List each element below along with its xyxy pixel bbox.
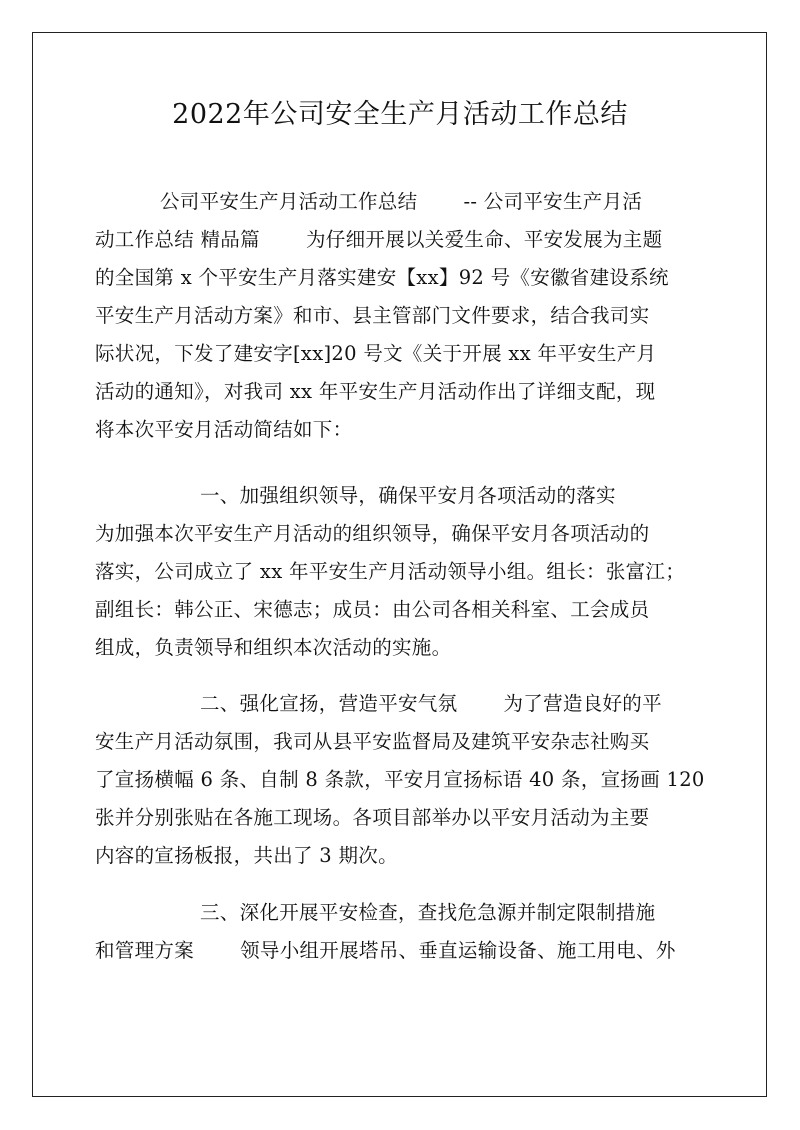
document-title: 2022年公司安全生产月活动工作总结 bbox=[172, 99, 628, 130]
body-line-3: 的全国第 x 个平安生产月落实建安【xx】92 号《安徽省建设系统 bbox=[95, 266, 669, 289]
section-heading-1: 一、加强组织领导，确保平安月各项活动的落实 bbox=[200, 484, 616, 507]
body-line-10: 副组长：韩公正、宋德志；成员：由公司各相关科室、工会成员 bbox=[95, 598, 650, 621]
body-line-14: 张并分别张贴在各施工现场。各项目部举办以平安月活动为主要 bbox=[95, 806, 650, 829]
section-heading-2: 二、强化宣扬，营造平安气氛 为了营造良好的平 bbox=[200, 692, 662, 715]
section-heading-3: 三、深化开展平安检查，查找危急源并制定限制措施 bbox=[200, 901, 656, 924]
body-line-12: 安生产月活动氛围，我司从县平安监督局及建筑平安杂志社购买 bbox=[95, 730, 650, 753]
body-line-15: 内容的宣扬板报，共出了 3 期次。 bbox=[95, 844, 398, 867]
body-line-8: 为加强本次平安生产月活动的组织领导，确保平安月各项活动的 bbox=[95, 522, 650, 545]
body-line-4: 平安生产月活动方案》和市、县主管部门文件要求，结合我司实 bbox=[95, 304, 650, 327]
body-line-5: 际状况，下发了建安字[xx]20 号文《关于开展 xx 年平安生产月 bbox=[95, 342, 657, 365]
body-line-6: 活动的通知》，对我司 xx 年平安生产月活动作出了详细支配，现 bbox=[95, 380, 656, 403]
body-line-2: 动工作总结 精品篇 为仔细开展以关爱生命、平安发展为主题 bbox=[95, 228, 663, 251]
body-line-11: 组成，负责领导和组织本次活动的实施。 bbox=[95, 636, 452, 659]
body-line-9: 落实，公司成立了 xx 年平安生产月活动领导小组。组长：张富江； bbox=[95, 560, 685, 583]
body-line-7: 将本次平安月活动简结如下： bbox=[95, 418, 353, 441]
body-line-16: 和管理方案 领导小组开展塔吊、垂直运输设备、施工用电、外 bbox=[95, 939, 676, 962]
body-line-13: 了宣扬横幅 6 条、自制 8 条款，平安月宣扬标语 40 条，宣扬画 120 bbox=[95, 768, 705, 791]
body-line-1: 公司平安生产月活动工作总结 -- 公司平安生产月活 bbox=[160, 190, 643, 213]
